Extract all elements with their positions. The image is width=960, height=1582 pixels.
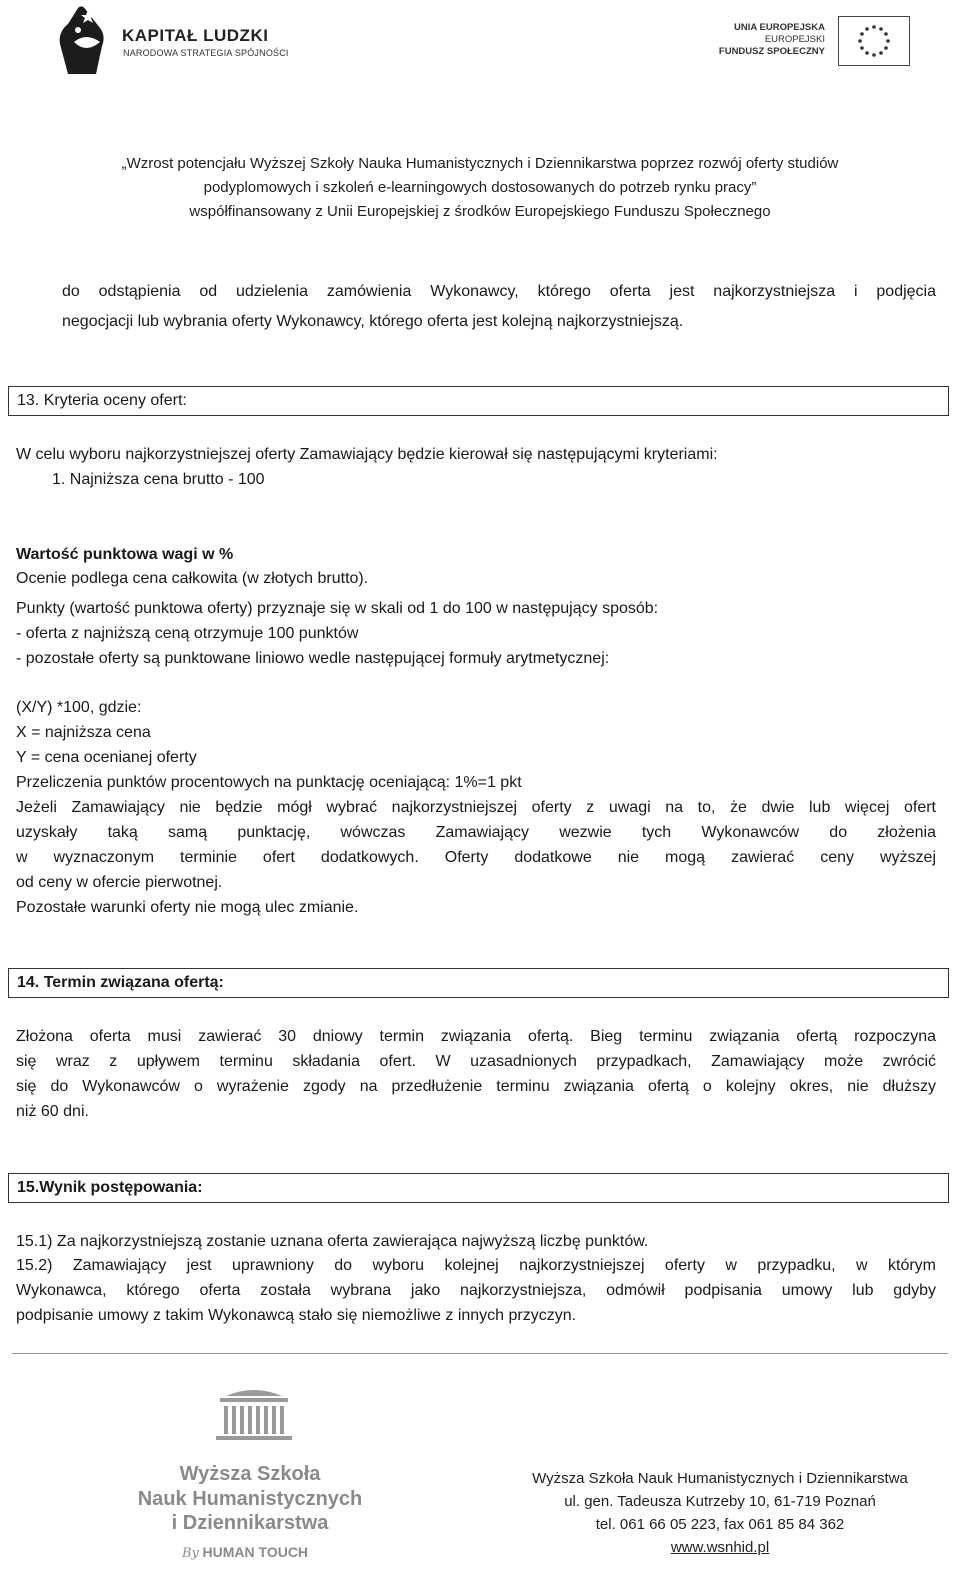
tie-line-2: uzyskały taką samą punktację, wówczas Zamawiający wezwie tych Wykonawców do złożenia (16, 824, 936, 841)
kapital-ludzki-logo (56, 2, 116, 76)
tie-line-1: Jeżeli Zamawiający nie będzie mógł wybrać najkorzystniejszej oferty z uwagi na to, że dwie lub więcej ofert (16, 799, 936, 816)
footer-website-link[interactable]: www.wsnhid.pl (670, 1539, 770, 1556)
formula-line-2: X = najniższa cena (16, 724, 151, 741)
footer-school-name: Wyższa Szkoła Nauk Humanistycznych i Dziennikarstwa (532, 1470, 908, 1487)
ue-line-1: UNIA EUROPEJSKA (734, 22, 825, 33)
formula-line-3: Y = cena ocenianej oferty (16, 749, 197, 766)
formula-line-1: (X/Y) *100, gdzie: (16, 699, 142, 716)
wsnhid-tagline-text: HUMAN TOUCH (202, 1544, 309, 1560)
weight-label: Wartość punktowa wagi w % (16, 546, 234, 563)
wsnhid-logo-line-2: Nauk Humanistycznych (137, 1488, 363, 1510)
validity-line-4: niż 60 dni. (16, 1103, 89, 1120)
section-13-heading: 13. Kryteria oceny ofert: (8, 386, 949, 416)
result-item-1: 15.1) Za najkorzystniejszą zostanie uznana oferta zawierająca najwyższą liczbę punktów. (16, 1233, 649, 1250)
section-15-heading: 15.Wynik postępowania: (8, 1173, 949, 1203)
wsnhid-logo-line-1: Wyższa Szkoła (179, 1463, 321, 1485)
criteria-closing: Pozostałe warunki oferty nie mogą ulec zmianie. (16, 899, 359, 916)
result-item-2-line-1: 15.2) Zamawiający jest uprawniony do wyboru kolejnej najkorzystniejszej oferty w przypadku, w którym (16, 1257, 936, 1274)
validity-line-2: się wraz z upływem terminu składania ofert. W uzasadnionych przypadkach, Zamawiający może zwrócić (16, 1053, 936, 1070)
kapital-ludzki-emblem-icon (56, 2, 116, 76)
result-item-2-line-3: podpisanie umowy z takim Wykonawcą stało się niemożliwe z innych przyczyn. (16, 1307, 577, 1324)
project-line-1: „Wzrost potencjału Wyższej Szkoły Nauka Humanistycznych i Dziennikarstwa poprzez rozwój oferty studiów (121, 155, 839, 172)
wsnhid-tagline-by: By (182, 1546, 199, 1561)
formula-line-4: Przeliczenia punktów procentowych na punktację oceniającą: 1%=1 pkt (16, 774, 522, 791)
criteria-line-4: - pozostałe oferty są punktowane liniowo wedle następującej formuły arytmetycznej: (16, 650, 610, 667)
university-building-icon (212, 1388, 296, 1444)
criteria-line-3: - oferta z najniższą ceną otrzymuje 100 punktów (16, 625, 359, 642)
wsnhid-logo-building (212, 1388, 296, 1444)
eu-stars-icon (839, 17, 909, 65)
criteria-lead: W celu wyboru najkorzystniejszej oferty Zamawiający będzie kierował się następującymi kryteriami: (16, 446, 718, 463)
eu-flag (838, 16, 910, 66)
footer-divider (12, 1353, 948, 1354)
kapital-ludzki-subtitle: NARODOWA STRATEGIA SPÓJNOŚCI (123, 48, 289, 58)
ue-line-3: FUNDUSZ SPOŁECZNY (718, 46, 825, 57)
wsnhid-tagline (182, 1544, 308, 1561)
footer-address: ul. gen. Tadeusza Kutrzeby 10, 61-719 Poznań (564, 1493, 876, 1510)
ue-line-2: EUROPEJSKI (764, 34, 825, 45)
project-line-3: współfinansowany z Unii Europejskiej z środków Europejskiego Funduszu Społecznego (189, 203, 771, 220)
footer-phone: tel. 061 66 05 223, fax 061 85 84 362 (595, 1516, 845, 1533)
criteria-line-1: Ocenie podlega cena całkowita (w złotych brutto). (16, 570, 369, 587)
result-item-2-line-2: Wykonawca, którego oferta została wybrana jako najkorzystniejsza, odmówił podpisania umowy lub gdyby (16, 1282, 936, 1299)
validity-line-1: Złożona oferta musi zawierać 30 dniowy termin związania ofertą. Bieg terminu związania ofertą rozpoczyna (16, 1028, 936, 1045)
kapital-ludzki-title: KAPITAŁ LUDZKI (122, 26, 269, 45)
wsnhid-logo-line-3: i Dziennikarstwa (171, 1512, 329, 1534)
section-14-heading: 14. Termin związana ofertą: (8, 968, 949, 998)
project-line-2: podyplomowych i szkoleń e-learningowych dostosowanych do potrzeb rynku pracy” (203, 179, 757, 196)
intro-line-2: negocjacji lub wybrania oferty Wykonawcy, którego oferta jest kolejną najkorzystniejszą. (62, 313, 684, 330)
validity-line-3: się do Wykonawców o wyrażenie zgody na przedłużenie terminu związania ofertą o kolejny okres, nie dłuższy (16, 1078, 936, 1095)
tie-line-4: od ceny w ofercie pierwotnej. (16, 874, 223, 891)
footer-website-row (500, 1537, 940, 1559)
intro-line-1: do odstąpienia od udzielenia zamówienia Wykonawcy, którego oferta jest najkorzystniejsza i podjęcia (62, 283, 936, 300)
criteria-line-2: Punkty (wartość punktowa oferty) przyznaje się w skali od 1 do 100 w następujący sposób: (16, 600, 659, 617)
tie-line-3: w wyznaczonym terminie ofert dodatkowych. Oferty dodatkowe nie mogą zawierać ceny wyższej (16, 849, 936, 866)
criterion-item: 1. Najniższa cena brutto - 100 (52, 471, 265, 488)
